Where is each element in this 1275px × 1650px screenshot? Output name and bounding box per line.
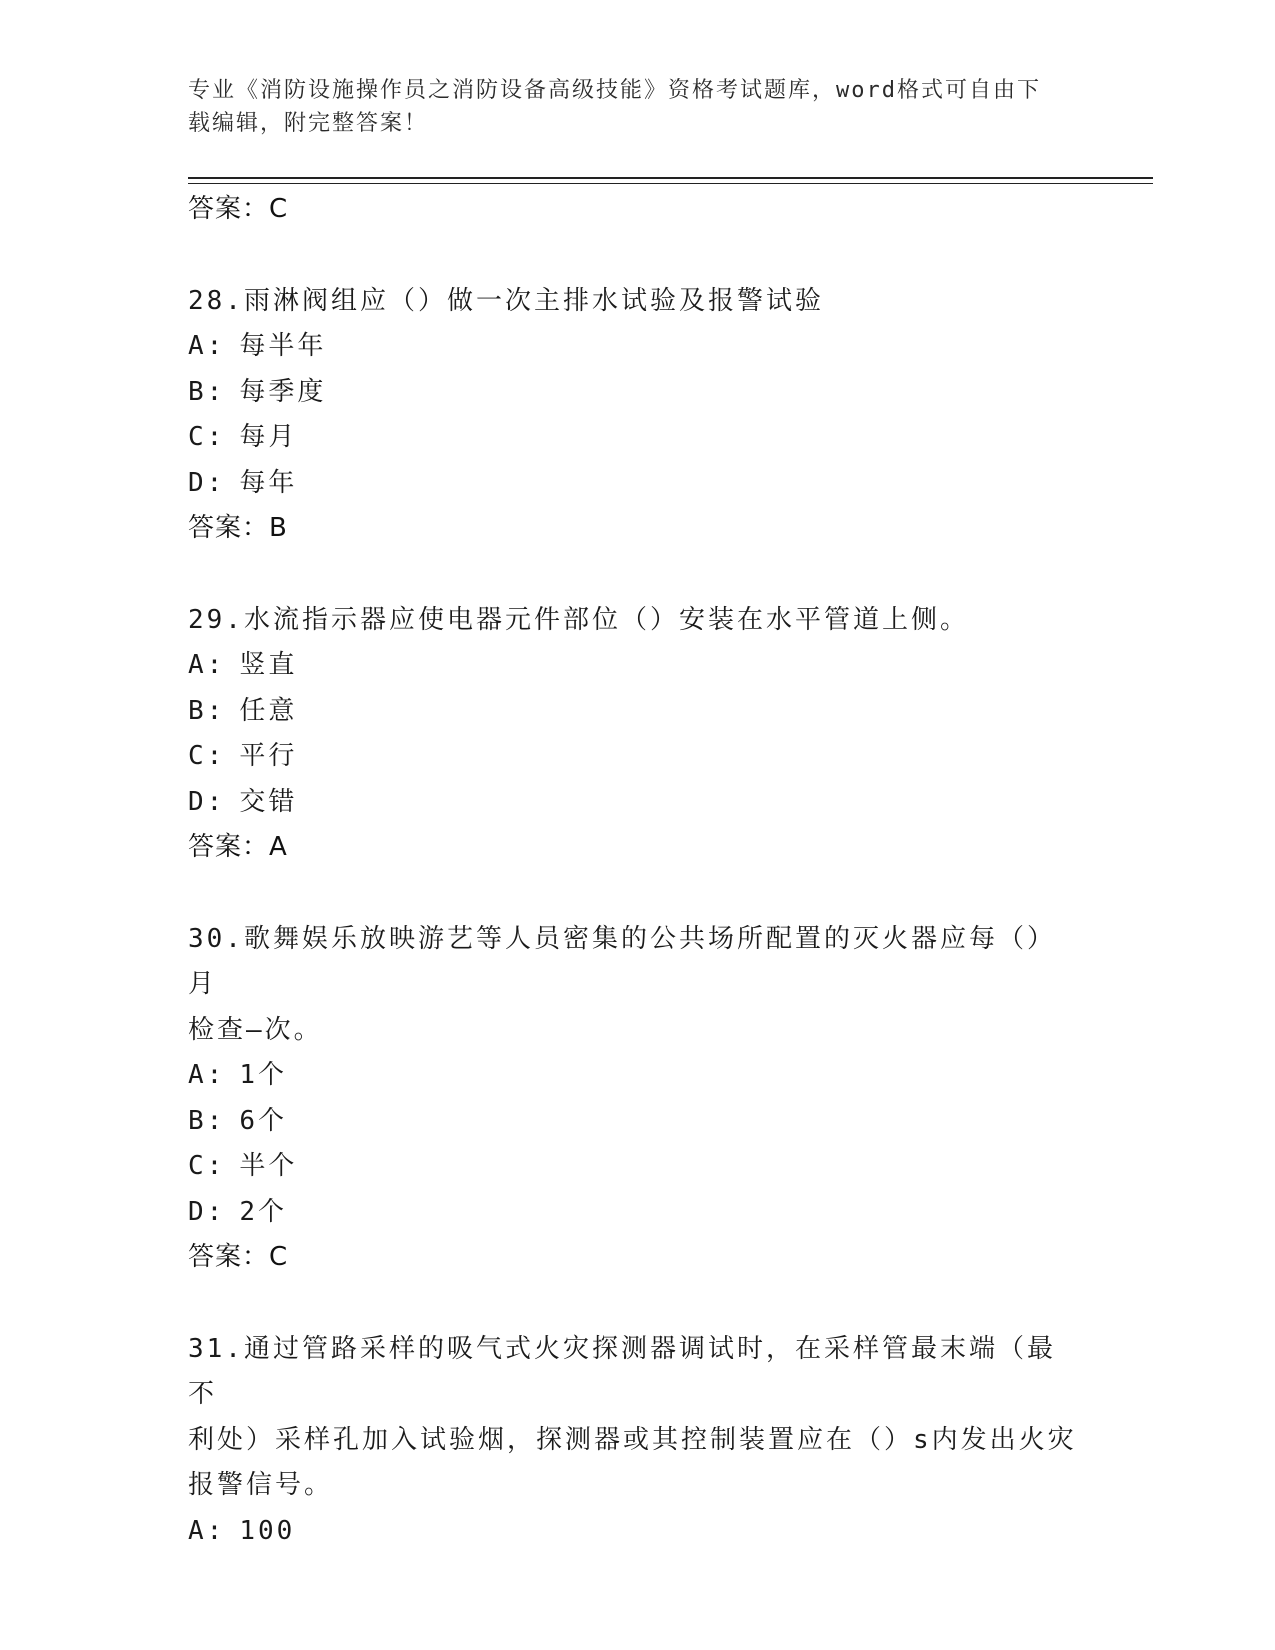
option-b: [188, 689, 1088, 735]
option-text: 任意: [239, 695, 298, 726]
option-b: [188, 370, 1088, 416]
option-c: [188, 415, 1088, 461]
option-label: B:: [188, 376, 226, 407]
spacer: [188, 233, 1088, 279]
option-label: D:: [188, 467, 226, 498]
option-label: A:: [188, 331, 226, 361]
question-text-line-2: 检查—次。: [188, 1014, 323, 1045]
question-list: [188, 187, 1088, 1554]
option-text: 100: [239, 1515, 296, 1546]
option-text: 每月: [239, 422, 298, 452]
option-label: D:: [188, 1196, 226, 1227]
option-text: 每年: [239, 467, 298, 498]
question-text: 28.雨淋阀组应（）做一次主排水试验及报警试验: [188, 285, 824, 316]
option-text: 交错: [239, 786, 298, 817]
option-d: [188, 780, 1088, 826]
option-label: A:: [188, 1060, 226, 1090]
option-label: A:: [188, 1515, 226, 1546]
question-text-line-3: 报警信号。: [188, 1470, 334, 1500]
header-divider-thick: [188, 177, 1153, 179]
option-d: [188, 1190, 1088, 1236]
question-29: [188, 598, 1088, 871]
option-c: [188, 1144, 1088, 1190]
option-label: B:: [188, 1105, 226, 1136]
spacer: [188, 871, 1088, 917]
option-text: 1个: [239, 1060, 287, 1090]
question-text-line-1: 30.歌舞娱乐放映游艺等人员密集的公共场所配置的灭火器应每（）月: [188, 923, 1056, 999]
option-d: [188, 461, 1088, 507]
question-text: 29.水流指示器应使电器元件部位（）安装在水平管道上侧。: [188, 604, 969, 635]
answer-line: 答案：A: [188, 832, 288, 862]
header-line-2: 载编辑，附完整答案！: [188, 111, 429, 136]
header-line-1: 专业《消防设施操作员之消防设备高级技能》资格考试题库，word格式可自由下: [188, 78, 1041, 103]
option-a: [188, 1509, 1088, 1555]
option-a: [188, 643, 1088, 689]
option-label: C:: [188, 1151, 226, 1181]
option-label: C:: [188, 422, 226, 452]
option-text: 半个: [239, 1151, 298, 1181]
question-text-line-1: 31.通过管路采样的吸气式火灾探测器调试时，在采样管最末端（最不: [188, 1333, 1056, 1409]
document-header: [188, 74, 1068, 140]
option-text: 每季度: [239, 376, 327, 407]
question-28: [188, 279, 1088, 552]
question-text-line-2: 利处）采样孔加入试验烟，探测器或其控制装置应在（）s内发出火灾: [188, 1424, 1077, 1455]
option-label: C:: [188, 741, 226, 771]
option-text: 平行: [239, 741, 298, 771]
option-text: 2个: [239, 1196, 287, 1227]
option-a: [188, 1053, 1088, 1099]
option-b: [188, 1099, 1088, 1145]
previous-answer: 答案：C: [188, 194, 289, 224]
option-c: [188, 734, 1088, 780]
answer-line: 答案：C: [188, 1242, 289, 1272]
option-text: 每半年: [239, 331, 327, 361]
question-31: [188, 1327, 1088, 1555]
option-text: 6个: [239, 1105, 287, 1136]
spacer: [188, 1281, 1088, 1327]
spacer: [188, 552, 1088, 598]
option-a: [188, 324, 1088, 370]
option-label: A:: [188, 650, 226, 680]
option-text: 竖直: [239, 650, 298, 680]
option-label: D:: [188, 786, 226, 817]
question-30: [188, 917, 1088, 1281]
option-label: B:: [188, 695, 226, 726]
answer-line: 答案：B: [188, 513, 288, 543]
header-divider-thin: [188, 183, 1153, 184]
